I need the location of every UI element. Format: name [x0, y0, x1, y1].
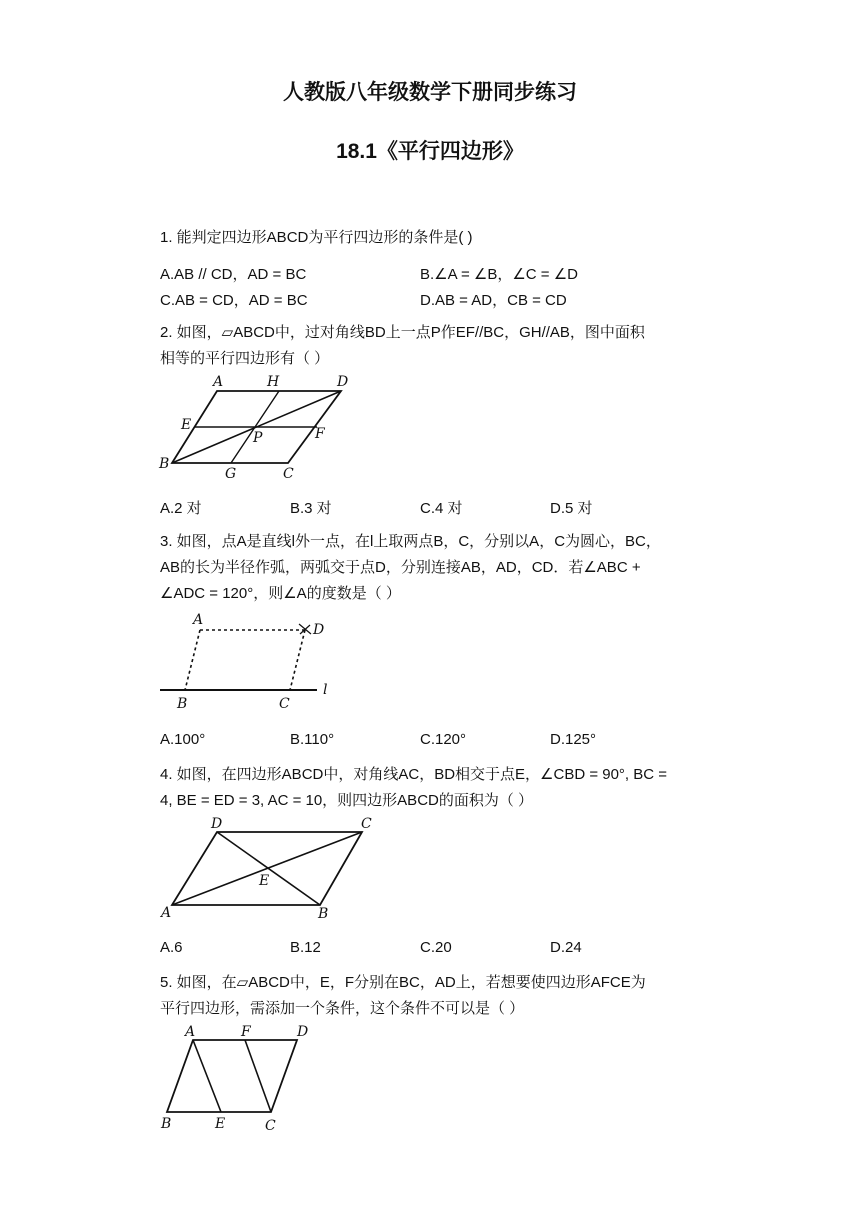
q3-label-c: C [279, 696, 290, 712]
q3-option-d: D.125° [550, 731, 597, 748]
q4-label-c: C [361, 816, 372, 832]
q2-label-f: F [315, 426, 325, 442]
q4-label-e: E [259, 873, 270, 889]
q3-label-b: B [177, 696, 188, 712]
q4-diagonal-ac [172, 832, 362, 905]
q5-figure [155, 1020, 325, 1135]
q2-label-e: E [181, 417, 192, 433]
q2-label-b: B [159, 456, 170, 472]
question-2-text-line1: 2. 如图，▱ABCD中，过对角线BD上一点P作EF//BC，GH//AB，图中面积 [160, 324, 645, 341]
question-1-text: 1. 能判定四边形ABCD为平行四边形的条件是( ) [160, 229, 473, 246]
q3-option-b: B.110° [290, 731, 335, 748]
q2-label-p: P [253, 430, 263, 446]
q2-option-a: A.2 对 [160, 500, 202, 517]
q4-option-b: B.12 [290, 939, 321, 956]
document-title: 人教版八年级数学下册同步练习 [283, 81, 577, 104]
document-subtitle: 18.1《平行四边形》 [336, 140, 524, 163]
q2-option-d: D.5 对 [550, 500, 593, 517]
q3-segment-ab [185, 630, 200, 690]
q2-label-d: D [337, 374, 349, 390]
question-5-text-line1: 5. 如图，在▱ABCD中，E，F分别在BC，AD上，若想要使四边形AFCE为 [160, 974, 646, 991]
q3-label-l: l [323, 682, 328, 698]
q4-option-c: C.20 [420, 939, 452, 956]
question-3-text-line3: ∠ADC = 120°，则∠A的度数是（ ） [160, 585, 401, 602]
q3-label-d: D [313, 622, 325, 638]
q5-label-d: D [297, 1024, 309, 1040]
q4-diagonal-bd [217, 832, 320, 905]
q4-label-d: D [211, 816, 223, 832]
q5-label-e: E [215, 1116, 226, 1132]
q2-label-g: G [225, 466, 237, 482]
q5-label-a: A [185, 1024, 196, 1040]
q3-option-c: C.120° [420, 731, 467, 748]
q3-option-a: A.100° [160, 731, 206, 748]
q4-figure [155, 815, 385, 925]
q4-option-d: D.24 [550, 939, 582, 956]
q1-option-b: B.∠A = ∠B，∠C = ∠D [420, 266, 578, 283]
q3-label-a: A [193, 612, 204, 628]
q3-segment-dc [290, 630, 305, 690]
question-3-text-line1: 3. 如图，点A是直线l外一点，在l上取两点B，C，分别以A，C为圆心，BC， [160, 533, 661, 550]
q5-label-f: F [241, 1024, 251, 1040]
q1-option-a: A.AB // CD，AD = BC [160, 266, 307, 283]
q2-label-h: H [267, 374, 280, 390]
question-5-text-line2: 平行四边形，需添加一个条件，这个条件不可以是（ ） [160, 1000, 525, 1017]
q5-segment-ae [193, 1040, 221, 1112]
q3-figure [155, 610, 355, 715]
question-3-text-line2: AB的长为半径作弧，两弧交于点D，分别连接AB，AD，CD．若∠ABC + [160, 559, 641, 576]
q5-segment-fc [245, 1040, 271, 1112]
question-4-text-line1: 4. 如图，在四边形ABCD中，对角线AC，BD相交于点E，∠CBD = 90°, BC = [160, 766, 668, 783]
q5-outline [167, 1040, 297, 1112]
q4-label-a: A [161, 905, 172, 921]
question-4-text-line2: 4, BE = ED = 3, AC = 10，则四边形ABCD的面积为（ ） [160, 792, 534, 809]
q1-option-d: D.AB = AD，CB = CD [420, 292, 567, 309]
q2-figure [155, 370, 375, 485]
q2-label-c: C [283, 466, 294, 482]
q1-option-c: C.AB = CD，AD = BC [160, 292, 308, 309]
q4-label-b: B [318, 906, 329, 922]
q2-label-a: A [213, 374, 224, 390]
q5-label-c: C [265, 1118, 276, 1134]
q2-option-c: C.4 对 [420, 500, 463, 517]
q4-option-a: A.6 [160, 939, 183, 956]
q5-label-b: B [161, 1116, 172, 1132]
question-2-text-line2: 相等的平行四边形有（ ） [160, 350, 330, 367]
q2-option-b: B.3 对 [290, 500, 332, 517]
